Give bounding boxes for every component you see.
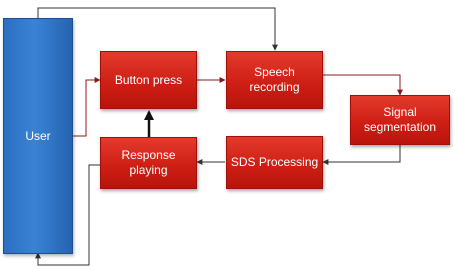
signal-segmentation-label: Signal segmentation [363, 105, 437, 134]
user-label: User [25, 128, 51, 143]
speech-recording-box [226, 51, 323, 109]
connector-user-to-speech-recording [38, 8, 275, 50]
sds-processing-label: SDS Processing [230, 155, 319, 169]
response-playing-box [100, 137, 197, 189]
response-playing-label: Response playing [121, 148, 176, 177]
speech-recording-label: Speech recording [249, 65, 300, 94]
connector-speech-recording-to-signal-segmentation [323, 75, 400, 95]
button-press-box [100, 51, 197, 109]
connector-signal-segmentation-to-sds-processing [323, 145, 400, 162]
user-box [3, 18, 73, 254]
button-press-label: Button press [114, 72, 183, 87]
signal-segmentation-box [350, 95, 450, 145]
sds-processing-box [226, 136, 323, 189]
connector-user-to-button-press [73, 80, 100, 136]
